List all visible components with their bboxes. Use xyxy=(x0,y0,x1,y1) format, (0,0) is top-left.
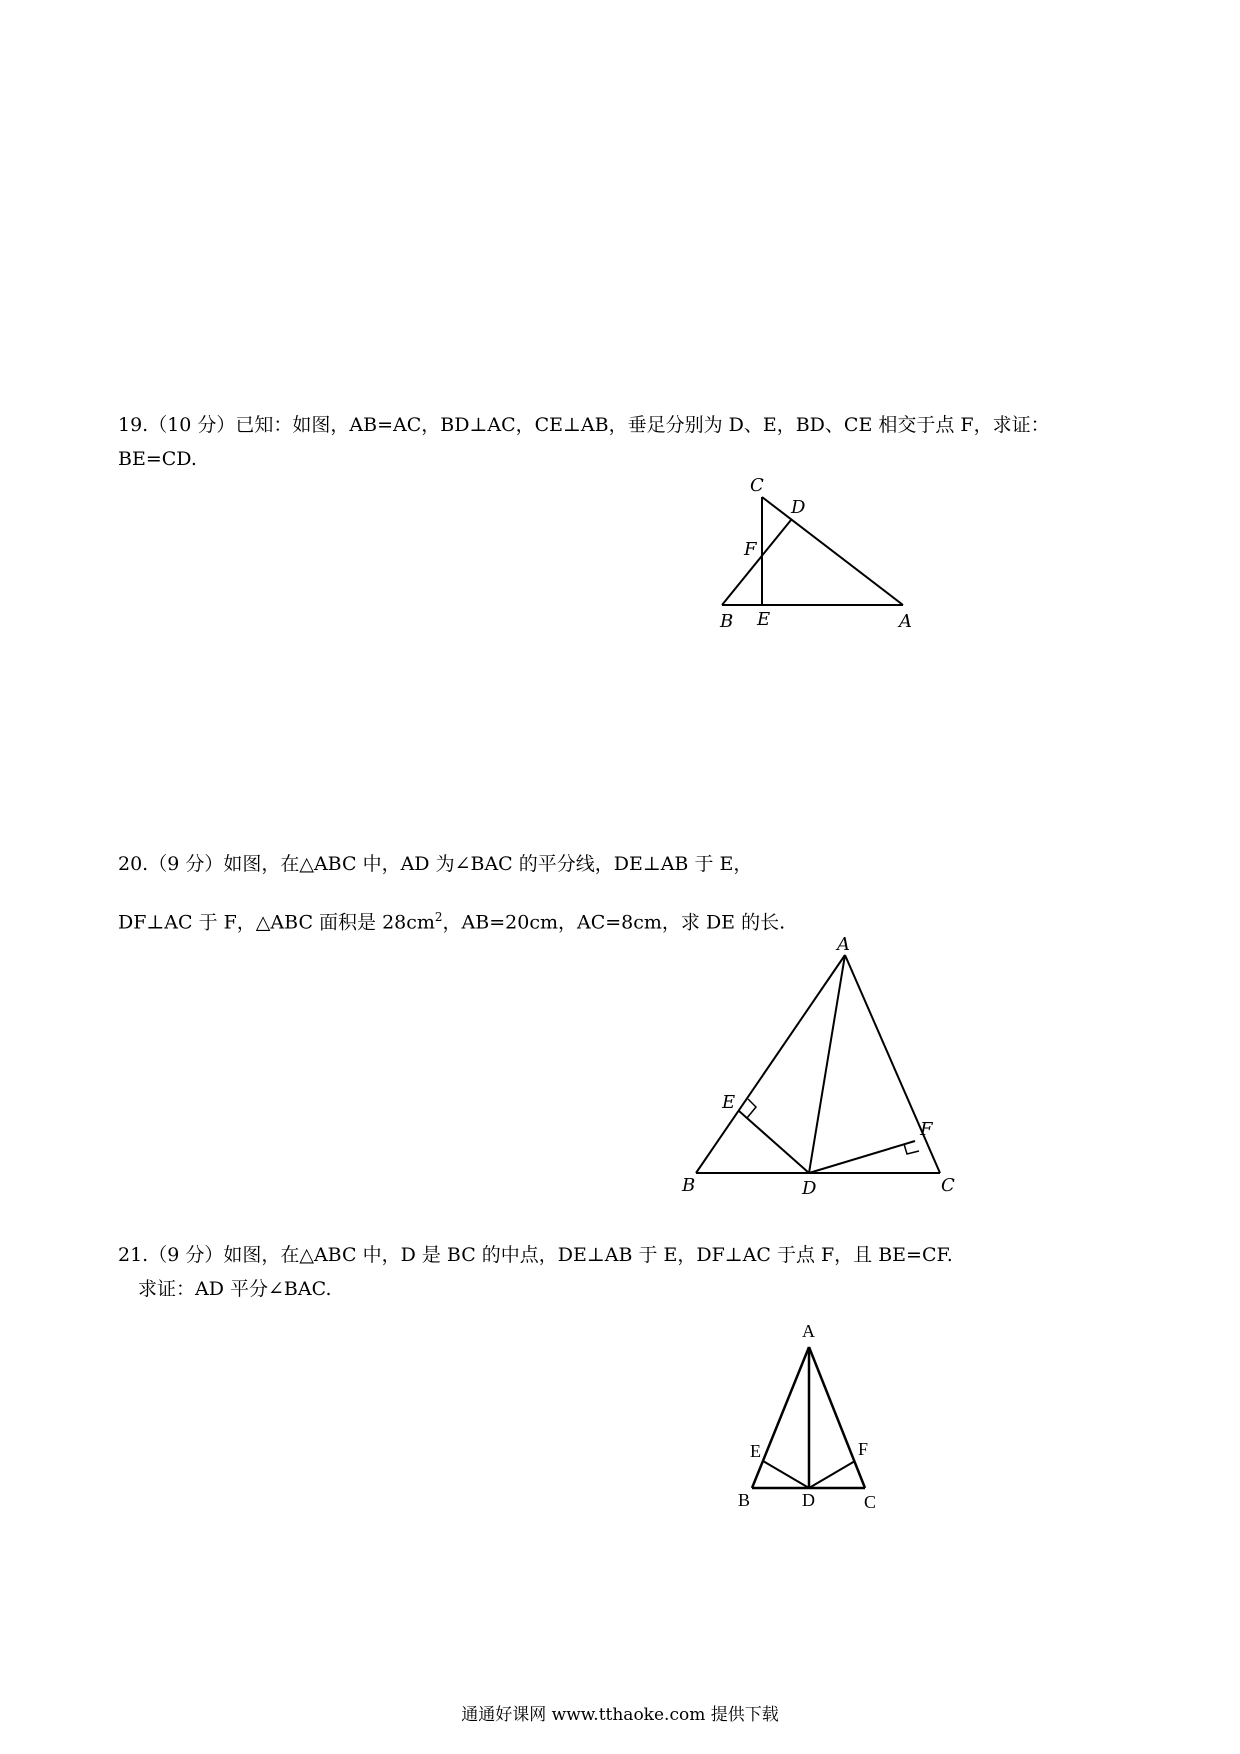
label-B: B xyxy=(720,611,734,632)
figure-21-diagram xyxy=(720,1310,920,1510)
segment-CA xyxy=(762,497,903,605)
right-angle-mark-E xyxy=(747,1099,756,1118)
problem-20-question: ，AB=20cm，AC=8cm，求 DE 的长. xyxy=(442,911,786,934)
figure-21 xyxy=(720,1310,920,1514)
unit-exponent: 2 xyxy=(434,910,443,924)
figure-20 xyxy=(670,935,970,1204)
label-C: C xyxy=(864,1492,877,1512)
label-F: F xyxy=(858,1439,869,1459)
label-E: E xyxy=(722,1092,736,1113)
problem-19-statement: 19.（10 分）已知：如图，AB=AC，BD⊥AC，CE⊥AB，垂足分别为 D、E，BD、CE 相交于点 F，求证： xyxy=(118,414,1050,436)
segment-AD xyxy=(809,955,845,1173)
segment-AB xyxy=(696,955,845,1173)
problem-20 xyxy=(118,847,1138,881)
segment-BD xyxy=(722,520,791,605)
figure-20-diagram xyxy=(670,935,970,1200)
problem-19-conclusion: BE=CD. xyxy=(118,448,197,470)
label-D: D xyxy=(791,497,806,518)
label-D: D xyxy=(802,1178,817,1199)
figure-19 xyxy=(700,470,930,634)
segment-DF xyxy=(809,1141,915,1173)
figure-19-diagram xyxy=(700,470,930,630)
problem-21-conclusion: 求证：AD 平分∠BAC. xyxy=(138,1278,332,1300)
problem-20-given xyxy=(118,900,1138,939)
label-B: B xyxy=(738,1490,751,1510)
label-A: A xyxy=(802,1321,815,1341)
right-angle-mark-F xyxy=(904,1144,919,1154)
segment-DE xyxy=(763,1461,809,1488)
problem-20-statement: 20.（9 分）如图，在△ABC 中，AD 为∠BAC 的平分线，DE⊥AB 于 E， xyxy=(118,853,753,875)
label-A: A xyxy=(899,611,912,632)
problem-21-statement: 21.（9 分）如图，在△ABC 中，D 是 BC 的中点，DE⊥AB 于 E，DF⊥AC 于点 F，且 BE=CF. xyxy=(118,1244,953,1266)
label-C: C xyxy=(941,1175,955,1196)
problem-21 xyxy=(118,1238,1138,1306)
problem-19 xyxy=(118,408,1138,476)
label-F: F xyxy=(744,539,757,560)
label-B: B xyxy=(682,1175,696,1196)
label-A: A xyxy=(837,934,850,955)
label-D: D xyxy=(802,1490,815,1510)
label-F: F xyxy=(920,1119,933,1140)
segment-AC xyxy=(845,955,940,1173)
segment-DF xyxy=(809,1461,855,1488)
label-E: E xyxy=(750,1441,761,1461)
page-footer: 通通好课网 www.tthaoke.com 提供下载 xyxy=(461,1705,779,1725)
label-E: E xyxy=(757,609,771,630)
problem-20-given-text: DF⊥AC 于 F，△ABC 面积是 28cm xyxy=(118,911,435,934)
segment-AB xyxy=(752,1347,809,1488)
problem-20-line2 xyxy=(118,900,1138,939)
segment-AC xyxy=(809,1347,865,1488)
segment-DE xyxy=(739,1111,809,1173)
label-C: C xyxy=(750,475,764,496)
